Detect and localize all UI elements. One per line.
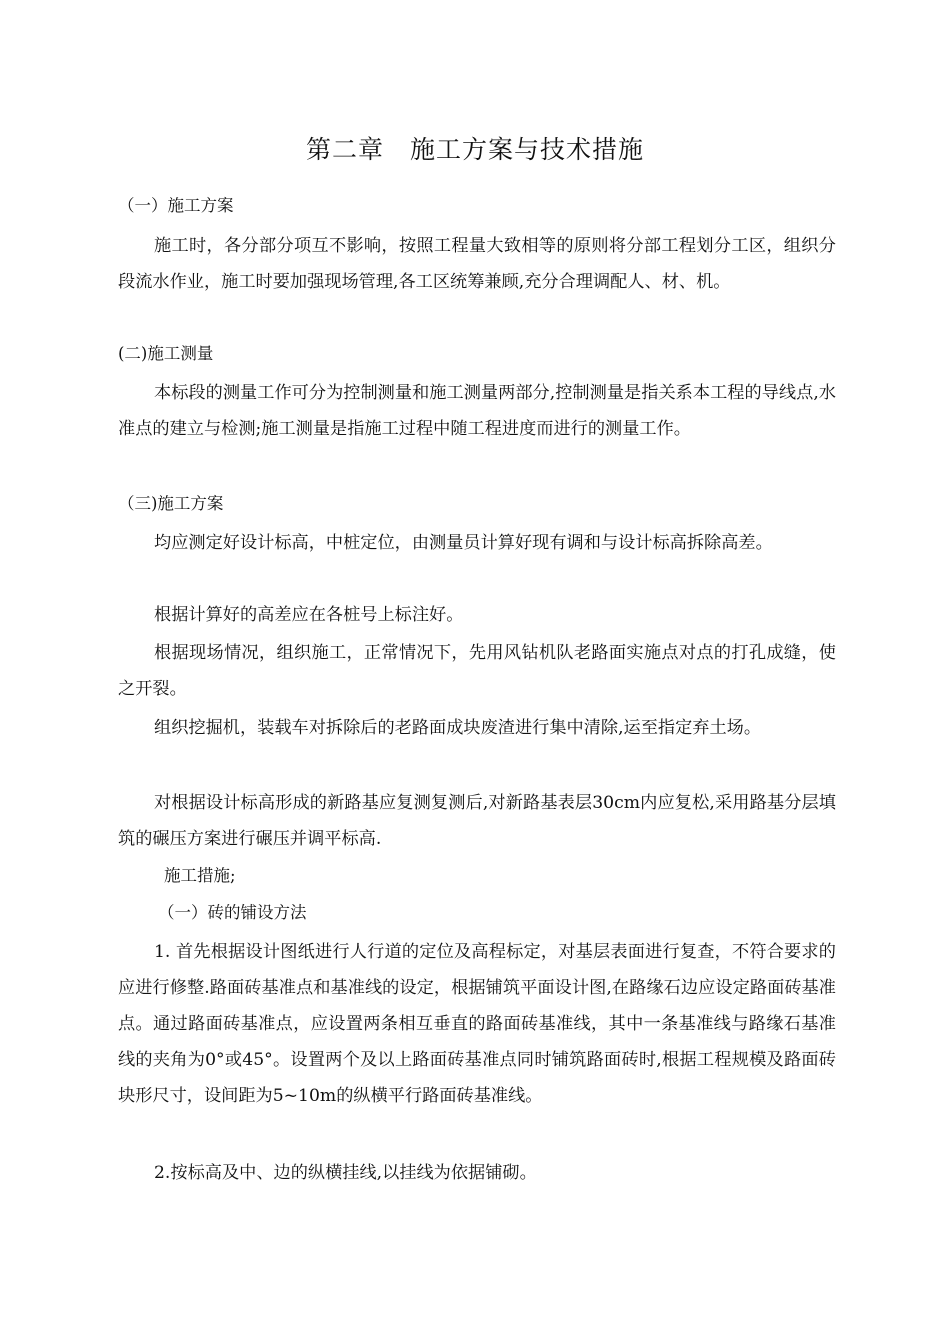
- paragraph-elevation: 均应测定好设计标高，中桩定位，由测量员计算好现有调和与设计标高拆除高差。: [154, 533, 773, 553]
- section-heading-brick-laying: （一）砖的铺设方法: [158, 903, 307, 922]
- chapter-title: 第二章 施工方案与技术措施: [305, 135, 644, 164]
- paragraph-marking: 根据计算好的高差应在各桩号上标注好。: [154, 605, 464, 625]
- section-heading-construction-plan: （一）施工方案: [118, 196, 234, 215]
- section-heading-survey: (二)施工测量: [118, 344, 214, 363]
- paragraph-excavation: 组织挖掘机，装载车对拆除后的老路面成块废渣进行集中清除,运至指定弃土场。: [154, 718, 762, 738]
- section-heading-construction-plan-3: （三)施工方案: [118, 494, 224, 513]
- paragraph-construction-plan: 施工时，各分部分项互不影响，按照工程量大致相等的原则将分部工程划分工区，组织分段流水作业，施工时要加强现场管理,各工区统筹兼顾,充分合理调配人、材、机。: [118, 236, 836, 292]
- paragraph-survey: 本标段的测量工作可分为控制测量和施工测量两部分,控制测量是指关系本工程的导线点,水准点的建立与检测;施工测量是指施工过程中随工程进度而进行的测量工作。: [118, 383, 836, 439]
- paragraph-drilling: 根据现场情况，组织施工，正常情况下，先用风钻机队老路面实施点对点的打孔成缝，使之开裂。: [118, 643, 836, 699]
- paragraph-brick-laying-step-2: 2.按标高及中、边的纵横挂线,以挂线为依据铺砌。: [154, 1163, 537, 1183]
- section-heading-measures: 施工措施;: [164, 866, 236, 885]
- paragraph-subgrade: 对根据设计标高形成的新路基应复测复测后,对新路基表层30cm内应复松,采用路基分层填筑的碾压方案进行碾压并调平标高.: [118, 793, 836, 849]
- paragraph-brick-laying-step-1: 1. 首先根据设计图纸进行人行道的定位及高程标定，对基层表面进行复查，不符合要求的应进行修整.路面砖基准点和基准线的设定，根据铺筑平面设计图,在路缘石边应设定路面砖基准点。通过路面砖基准点，应设置两条相互垂直的路面砖基准线，其中一条基准线与路缘石基准线的夹角为0°或45°。设置两个及以上路面砖基准点同时铺筑路面砖时,根据工程规模及路面砖块形尺寸，设间距为5~10m的纵横平行路面砖基准线。: [118, 942, 836, 1106]
